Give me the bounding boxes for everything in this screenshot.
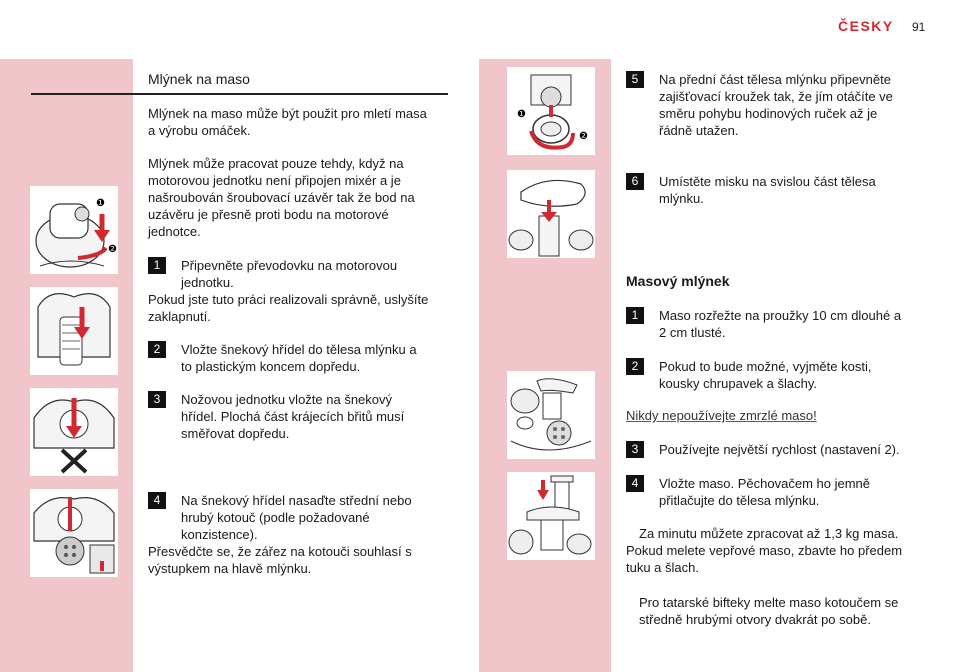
step-6	[626, 173, 876, 207]
illustration-insert-worm-shaft	[30, 287, 118, 375]
step-2	[148, 341, 417, 375]
illustration-insert-blade	[30, 388, 118, 476]
step-text	[659, 71, 893, 139]
text-line: výstupkem na hlavě mlýnku.	[148, 561, 312, 576]
step-number: 4	[148, 492, 166, 509]
step-text	[181, 391, 404, 442]
step-4-note	[148, 543, 412, 577]
step-text	[181, 257, 397, 291]
illustration-place-tray	[507, 170, 595, 258]
meat-step-1	[626, 307, 901, 341]
text-line: kousky chrupavek a šlachy.	[659, 376, 817, 391]
step-text	[659, 358, 871, 392]
text-line: konzistence).	[181, 527, 258, 542]
text-line: uzávěru je přesně proti bodu na motorové	[148, 207, 389, 222]
illustration-attach-disc	[30, 489, 118, 577]
text-line: zaklapnutí.	[148, 309, 211, 324]
text-line: zajišťovací kroužek tak, že jím otáčíte ve	[659, 89, 893, 104]
illustration-attach-gearbox	[30, 186, 118, 274]
step-text	[659, 441, 900, 458]
text-line: jednotku.	[181, 275, 234, 290]
text-line: směru pohybu hodinových ruček až je	[659, 106, 878, 121]
step-text	[659, 307, 901, 341]
step-number: 6	[626, 173, 644, 190]
text-line: 2 cm tlusté.	[659, 325, 726, 340]
text-line: Mlýnek může pracovat pouze tehdy, když na	[148, 156, 404, 171]
illustration-pusher	[507, 472, 595, 560]
text-line: motorovou jednotku není připojen mixér a je	[148, 173, 401, 188]
marker-one: ❶	[96, 198, 105, 209]
text-line: hrubý kotouč (podle požadované	[181, 510, 370, 525]
text-line: středně hrubými otvory dvakrát po sobě.	[639, 612, 871, 627]
text-line: Přesvědčte se, že zářez na kotouči souhlasí s	[148, 544, 412, 559]
title-rule	[31, 93, 448, 95]
marker-two: ❷	[579, 131, 588, 142]
language-label: ČESKY	[838, 18, 894, 34]
step-text	[659, 173, 876, 207]
text-line: Pokud jste tuto práci realizovali správně, uslyšíte	[148, 292, 429, 307]
step-5	[626, 71, 893, 139]
tip-paragraph-2	[639, 594, 898, 628]
step-number: 1	[626, 307, 644, 324]
text-line: Vložte maso. Pěchovačem ho jemně	[659, 476, 870, 491]
text-line: našroubován šroubovací uzávěr tak že bod na	[148, 190, 415, 205]
text-line: Maso rozřežte na proužky 10 cm dlouhé a	[659, 308, 902, 323]
text-line: to plastickým koncem dopředu.	[181, 359, 361, 374]
text-line: Umístěte misku na svislou část tělesa	[659, 174, 876, 189]
text-line: Používejte největší rychlost (nastavení 2).	[659, 442, 900, 457]
text-line: tuku a šlach.	[626, 560, 699, 575]
step-number: 2	[626, 358, 644, 375]
marker-one: ❶	[517, 109, 526, 120]
step-1-note	[148, 291, 428, 325]
illustration-meat-grinder	[507, 371, 595, 459]
step-text	[181, 341, 417, 375]
step-number: 1	[148, 257, 166, 274]
page-number: 91	[912, 20, 926, 34]
text-line: Nožovou jednotku vložte na šnekový	[181, 392, 393, 407]
step-number: 5	[626, 71, 644, 88]
intro-paragraph-1	[148, 105, 427, 139]
text-line: přitlačujte do tělesa mlýnku.	[659, 493, 820, 508]
text-line: Mlýnek na maso může být použit pro mletí masa	[148, 106, 427, 121]
illustration-attach-ring	[507, 67, 595, 155]
text-line: směřovat dopředu.	[181, 426, 290, 441]
step-number: 3	[626, 441, 644, 458]
meat-step-2	[626, 358, 871, 392]
intro-paragraph-2	[148, 155, 415, 240]
marker-two: ❷	[108, 244, 117, 255]
meat-step-4	[626, 475, 870, 509]
step-text	[659, 475, 870, 509]
text-line: Pro tatarské bifteky melte maso kotoučem se	[639, 595, 899, 610]
text-line: Pokud melete vepřové maso, zbavte ho předem	[626, 543, 903, 558]
text-line: jednotce.	[148, 224, 201, 239]
text-line: Vložte šnekový hřídel do tělesa mlýnku a	[181, 342, 417, 357]
text-line: mlýnku.	[659, 191, 704, 206]
text-line: Připevněte převodovku na motorovou	[181, 258, 398, 273]
meat-step-3	[626, 441, 900, 458]
text-line: Na šnekový hřídel nasaďte střední nebo	[181, 493, 412, 508]
text-line: Na přední část tělesa mlýnku připevněte	[659, 72, 891, 87]
step-text	[181, 492, 412, 543]
warning-text: Nikdy nepoužívejte zmrzlé maso!	[626, 408, 817, 423]
section-title: Mlýnek na maso	[148, 71, 250, 87]
step-number: 2	[148, 341, 166, 358]
tip-paragraph-1	[626, 525, 902, 576]
text-line: Za minutu můžete zpracovat až 1,3 kg masa.	[639, 526, 899, 541]
subsection-title: Masový mlýnek	[626, 273, 730, 289]
text-line: řádně utažen.	[659, 123, 739, 138]
text-line: Pokud to bude možné, vyjměte kosti,	[659, 359, 872, 374]
step-number: 4	[626, 475, 644, 492]
text-line: a výrobu omáček.	[148, 123, 251, 138]
step-3	[148, 391, 404, 442]
text-line: hřídel. Plochá část krájecích břitů musí	[181, 409, 405, 424]
step-4	[148, 492, 412, 543]
step-number: 3	[148, 391, 166, 408]
step-1	[148, 257, 397, 291]
